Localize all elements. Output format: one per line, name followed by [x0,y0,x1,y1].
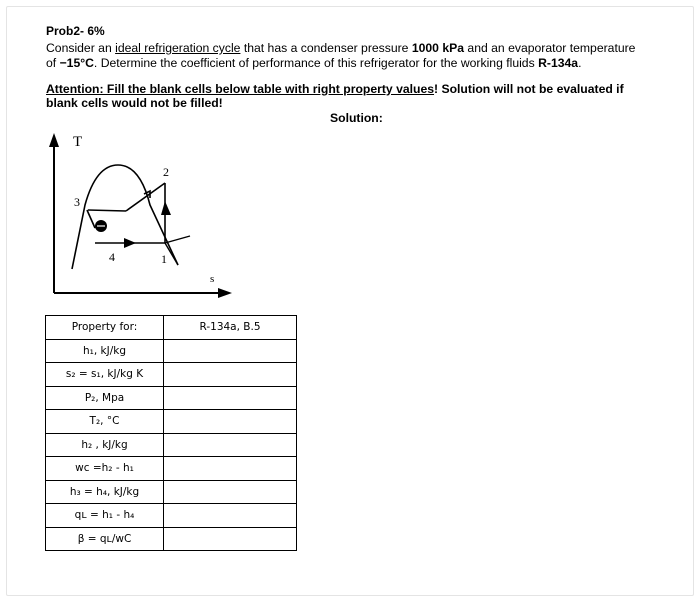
t-axis-label: T [73,134,83,150]
table-row [46,457,297,481]
row-value-beta[interactable] [164,527,297,551]
row-label-beta: β = qʟ/wC [46,527,164,551]
table-row [46,504,297,528]
row-label-wc: wc =h₂ - h₁ [46,457,164,481]
row-value-h3[interactable] [164,480,297,504]
condenser-pressure: 1000 kPa [411,41,465,55]
working-fluid: R-134a [538,55,579,70]
row-value-wc[interactable] [164,457,297,481]
row-label-ql: qʟ = h₁ - h₄ [46,504,164,528]
row-value-p2[interactable] [164,386,297,410]
point-1-label: 1 [161,252,167,266]
row-label-p2: P₂, Mpa [46,386,164,410]
row-label-t2: T₂, °C [46,410,164,434]
row-label-s2: s₂ = s₁, kJ/kg K [46,363,164,387]
point-2-label: 2 [163,165,169,179]
ts-diagram [40,125,250,300]
statement-line2-mid: . Determine the coefficient of performance of this refrigerator for the working fluids [93,55,539,70]
row-value-ql[interactable] [164,504,297,528]
property-table [45,315,297,551]
compression-arrow [161,201,171,215]
row-label-h3: h₃ = h₄, kJ/kg [46,480,164,504]
ideal-refrigeration-cycle-link[interactable]: ideal refrigeration cycle [115,41,241,55]
statement-line2-end: . [578,55,582,70]
evaporation-arrow [124,238,136,248]
attention-link[interactable]: Attention: Fill the blank cells below table with right property values [46,82,435,96]
table-row [46,339,297,363]
table-row [46,386,297,410]
attention-note [46,83,656,110]
line-isobar [165,236,190,243]
point-3-label: 3 [74,195,80,209]
header-fluid: R-134a, B.5 [164,316,297,340]
s-axis-arrow [218,288,232,298]
s-axis-label: s [210,273,215,285]
point-4-label: 4 [109,250,115,264]
table-row [46,433,297,457]
row-label-h1: h₁, kJ/kg [46,339,164,363]
statement-prefix: Consider an [46,41,116,55]
t-axis-arrow [49,133,59,147]
statement-line2-prefix: of [46,55,60,70]
problem-title: Prob2- 6% [46,24,105,38]
evaporator-temperature: −15°C [59,55,94,70]
row-value-s2[interactable] [164,363,297,387]
line-3-4 [87,210,95,228]
line-2-3 [126,183,165,211]
row-value-h2[interactable] [164,433,297,457]
statement-after: and an evaporator temperature [464,41,636,55]
row-value-h1[interactable] [164,339,297,363]
table-header-row [46,316,297,340]
row-value-t2[interactable] [164,410,297,434]
solution-label: Solution: [330,111,383,125]
table-row [46,527,297,551]
table-row [46,480,297,504]
statement-mid: that has a condenser pressure [240,41,412,55]
table-row [46,363,297,387]
problem-statement [46,41,656,70]
table-row [46,410,297,434]
row-label-h2: h₂ , kJ/kg [46,433,164,457]
header-property: Property for: [46,316,164,340]
line-condensing [88,210,126,211]
attention-rest: ! Solution will not be evaluated if blank cells would not be filled! [46,82,624,110]
